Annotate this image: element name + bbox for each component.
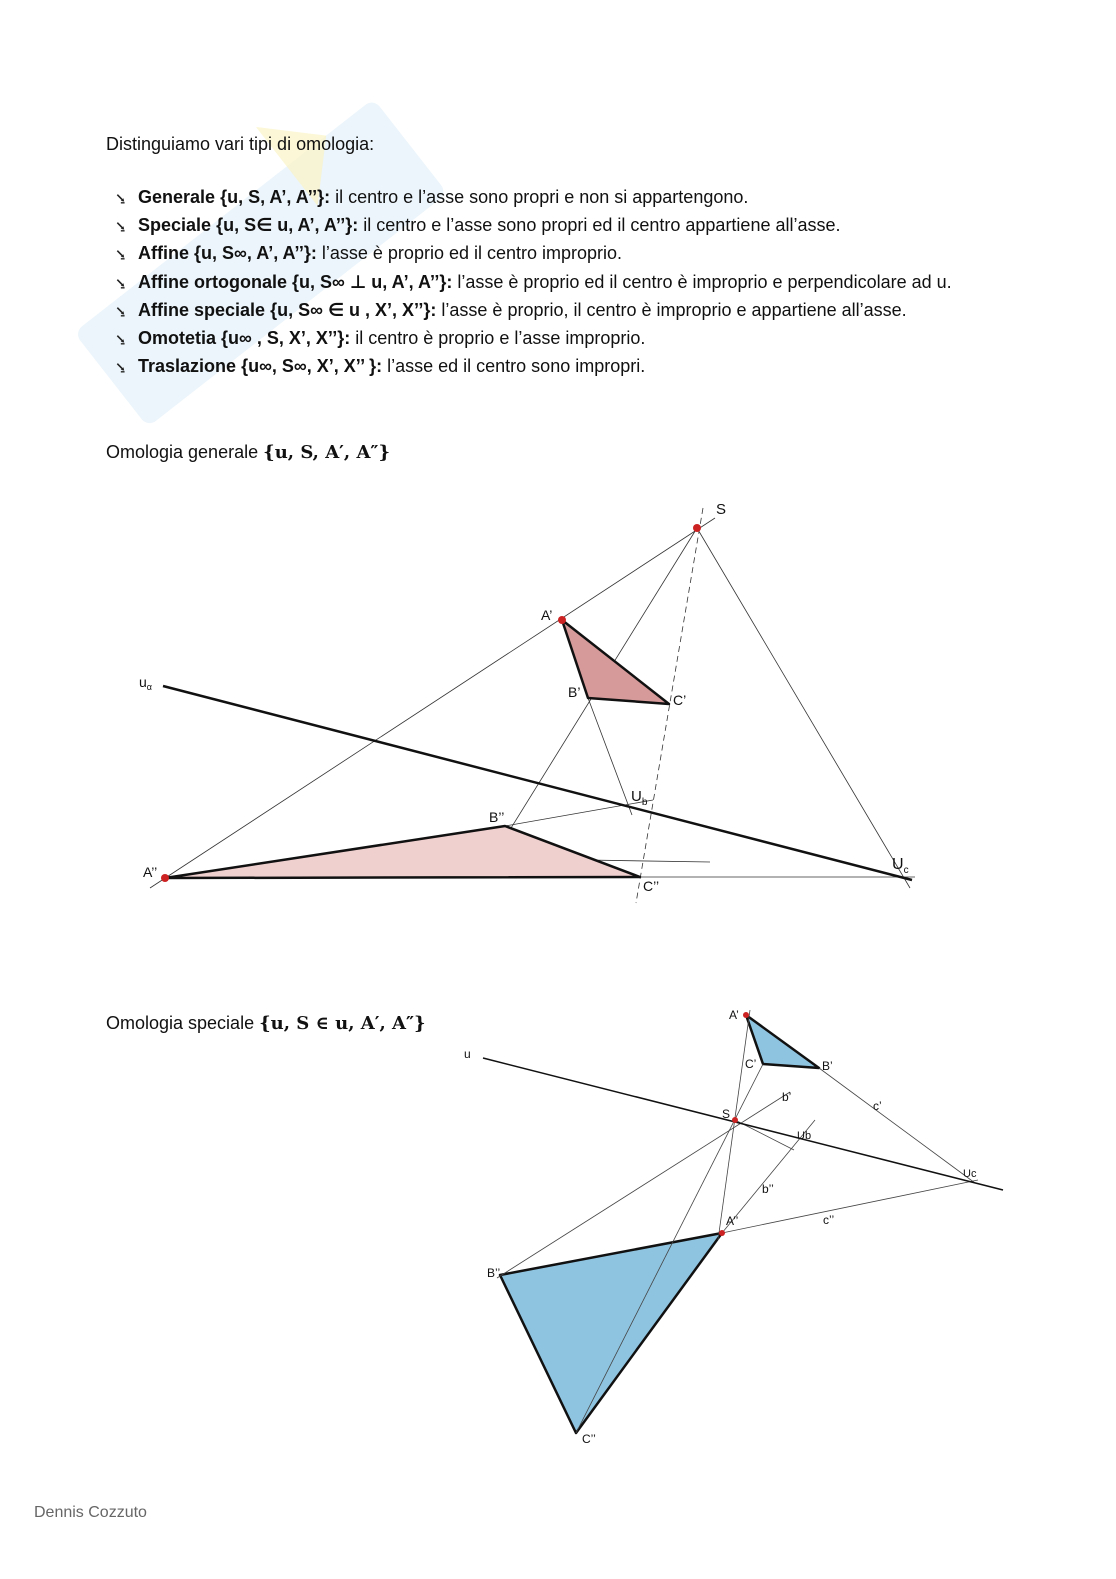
center-point-s	[693, 524, 701, 532]
section-title-general: Omologia generale {u, S, A′, A″}	[106, 442, 391, 463]
figure-special-homology	[0, 1000, 1116, 1460]
footer-author: Dennis Cozzuto	[34, 1504, 147, 1521]
label-b-prime: B’	[822, 1059, 833, 1073]
label-u-alpha: $u_\alpha$	[139, 674, 152, 692]
label-ub: Ub	[797, 1130, 812, 1142]
label-a-double-prime: A’’	[143, 864, 158, 880]
list-item: ⭸ Affine ortogonale {u, S∞ ⊥ u, A’, A’’}: l’asse è proprio ed il centro è improprio e perpendicolare ad u.	[116, 268, 952, 296]
triangle-prime	[746, 1015, 819, 1068]
label-b-double-prime: B’’	[489, 809, 505, 825]
homology-types-list	[116, 183, 952, 380]
label-c-double-prime: C’’	[582, 1432, 596, 1446]
point-a-double-prime	[719, 1230, 725, 1236]
axis-u	[483, 1058, 1003, 1190]
label-uc: $U_c$	[892, 856, 909, 876]
label-c-double-prime-line: c’’	[823, 1213, 835, 1227]
label-c-prime-line: c’	[873, 1099, 882, 1113]
arrow-icon: ⭸	[116, 190, 126, 207]
arrow-icon: ⭸	[116, 246, 126, 264]
arrow-icon: ⭸	[116, 359, 126, 377]
label-uc: Uc	[963, 1168, 977, 1180]
triangle-double-prime	[165, 826, 640, 878]
label-b-double-prime: B’’	[487, 1266, 501, 1280]
label-u: u	[464, 1047, 471, 1061]
point-a-double-prime	[161, 874, 169, 882]
label-s: S	[722, 1107, 731, 1121]
label-a-double-prime: A’’	[726, 1214, 739, 1228]
arrow-icon: ⭸	[116, 302, 126, 320]
label-b-double-prime-line: b’’	[762, 1182, 774, 1196]
arrow-icon: ⭸	[116, 330, 126, 348]
center-point-s	[732, 1117, 738, 1123]
figure-general-homology	[0, 490, 1116, 910]
list-item: ⭸ Affine {u, S∞, A’, A’’}: l’asse è proprio ed il centro improprio.	[116, 239, 952, 267]
label-c-prime: C’	[745, 1057, 757, 1071]
label-c-double-prime: C’’	[643, 878, 660, 894]
label-s: S	[716, 501, 727, 518]
list-item: ⭸ Traslazione {u∞, S∞, X’, X’’ }: l’asse ed il centro sono impropri.	[116, 352, 952, 380]
list-item: ⭸ Generale {u, S, A’, A’’}: il centro e l’asse sono propri e non si appartengono.	[116, 183, 952, 211]
label-b-prime-line: b’	[782, 1090, 792, 1104]
section-title-special: Omologia speciale {u, S ∈ u, A′, A″}	[106, 1013, 426, 1034]
point-a-prime	[558, 616, 566, 624]
label-ub: $U_b$	[631, 788, 648, 808]
point-a-prime	[743, 1012, 749, 1018]
arrow-icon: ⭸	[116, 218, 126, 236]
list-item: ⭸ Affine speciale {u, S∞ ∈ u , X’, X’’}: l’asse è proprio, il centro è improprio e appartiene all’asse.	[116, 296, 952, 324]
intro-text: Distinguiamo vari tipi di omologia:	[106, 134, 375, 154]
label-a-prime: A’	[541, 607, 553, 623]
label-c-prime: C’	[673, 692, 687, 708]
arrow-icon: ⭸	[116, 274, 126, 292]
label-a-prime: A’	[729, 1008, 739, 1022]
triangle-double-prime	[500, 1233, 722, 1433]
label-b-prime: B’	[568, 684, 581, 700]
list-item: ⭸ Omotetia {u∞ , S, X’, X’’}: il centro è proprio e l’asse improprio.	[116, 324, 952, 352]
list-item: ⭸ Speciale {u, S∈ u, A’, A’’}: il centro e l’asse sono propri ed il centro appartiene all’asse.	[116, 211, 952, 239]
